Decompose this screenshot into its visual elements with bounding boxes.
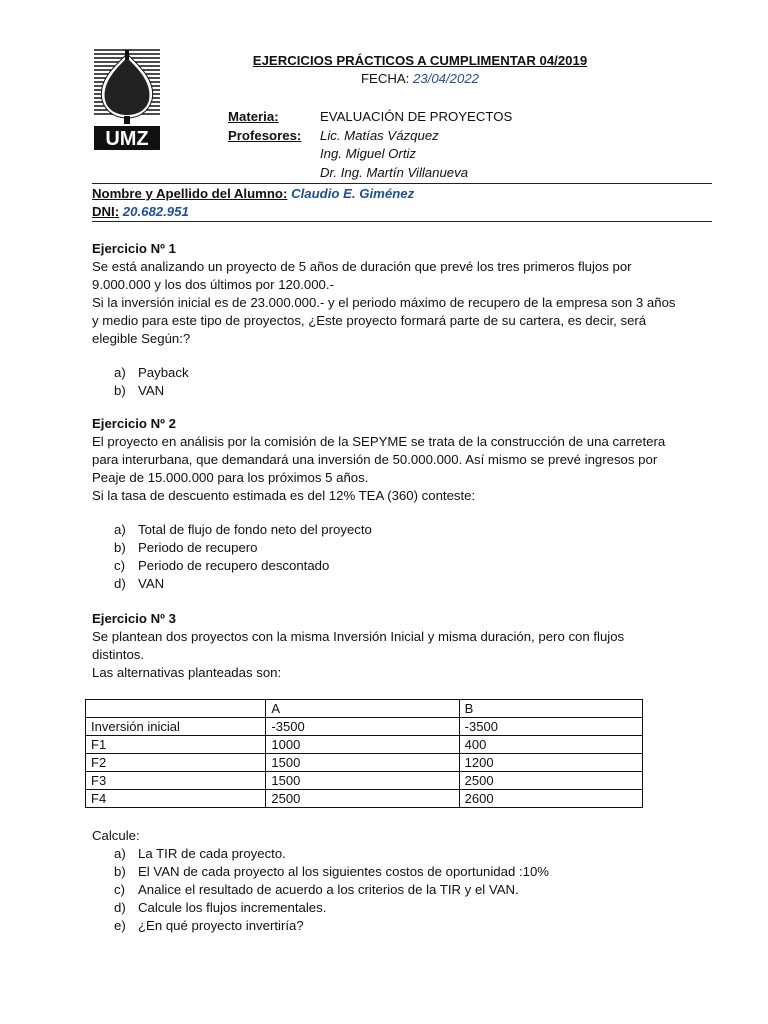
table-cell: F3: [86, 772, 266, 790]
profesor-3: Dr. Ing. Martín Villanueva: [320, 165, 469, 180]
exercise-1-line: y medio para este tipo de proyectos, ¿Este proyecto formará parte de su cartera, es decir, será: [92, 313, 647, 328]
exercise-1-title: Ejercicio Nº 1: [92, 241, 176, 256]
table-cell: 1500: [266, 754, 459, 772]
list-item: b) Periodo de recupero: [114, 540, 258, 555]
materia-label: Materia:: [228, 109, 279, 124]
profesor-1: Lic. Matías Vázquez: [320, 128, 439, 143]
student-name-value: Claudio E. Giménez: [291, 186, 415, 201]
table-cell: F4: [86, 790, 266, 808]
date-line: [180, 71, 660, 86]
projects-table: [85, 699, 643, 808]
list-item: d) Calcule los flujos incrementales.: [114, 900, 327, 915]
table-header-cell: B: [459, 700, 642, 718]
list-item: a) Total de flujo de fondo neto del proyecto: [114, 522, 372, 537]
university-logo: [92, 48, 162, 152]
list-item: b) El VAN de cada proyecto al los siguientes costos de oportunidad :10%: [114, 864, 550, 879]
table-row: [86, 790, 643, 808]
profesores-label: Profesores:: [228, 128, 302, 143]
exercise-2-line: Peaje de 15.000.000 para los próximos 5 años.: [92, 470, 369, 485]
table-cell: 2500: [266, 790, 459, 808]
materia-value: EVALUACIÓN DE PROYECTOS: [320, 109, 513, 124]
table-cell: F2: [86, 754, 266, 772]
table-cell: 1000: [266, 736, 459, 754]
calc-label: Calcule:: [92, 828, 140, 843]
date-value: 23/04/2022: [413, 71, 480, 86]
dni-value: 20.682.951: [122, 204, 189, 219]
table-row: [86, 718, 643, 736]
exercise-2-title: Ejercicio Nº 2: [92, 416, 176, 431]
exercise-3-line: Las alternativas planteadas son:: [92, 665, 282, 680]
exercise-2-list: [114, 521, 372, 593]
exercise-2-line: Si la tasa de descuento estimada es del 12% TEA (360) conteste:: [92, 488, 476, 503]
table-cell: 2500: [459, 772, 642, 790]
table-cell: 1200: [459, 754, 642, 772]
table-cell: F1: [86, 736, 266, 754]
exercise-3-list: [114, 845, 549, 935]
exercise-1-line: 9.000.000 y los dos últimos por 120.000.-: [92, 277, 334, 292]
list-item: a) La TIR de cada proyecto.: [114, 846, 286, 861]
table-cell: 400: [459, 736, 642, 754]
divider-bottom: [92, 221, 712, 222]
table-cell: -3500: [266, 718, 459, 736]
table-row: [86, 772, 643, 790]
list-item: b) VAN: [114, 383, 165, 398]
exercise-2-line: para interurbana, que demandará una inversión de 50.000.000. Así mismo se prevé ingresos por: [92, 452, 658, 467]
list-item: c) Analice el resultado de acuerdo a los criterios de la TIR y el VAN.: [114, 882, 519, 897]
table-cell: 1500: [266, 772, 459, 790]
exercise-3-line: distintos.: [92, 647, 145, 662]
student-name-label: Nombre y Apellido del Alumno: [92, 186, 283, 201]
table-header-cell: [86, 700, 266, 718]
table-header-cell: A: [266, 700, 459, 718]
student-dni-line: DNI: 20.682.951: [92, 204, 189, 219]
exercise-2: [92, 415, 722, 505]
exercise-1-line: elegible Según:?: [92, 331, 191, 346]
table-cell: -3500: [459, 718, 642, 736]
exercise-1-list: [114, 364, 189, 400]
list-item: e) ¿En qué proyecto invertiría?: [114, 918, 304, 933]
document-title: EJERCICIOS PRÁCTICOS A CUMPLIMENTAR 04/2019: [252, 53, 588, 68]
exercise-1-line: Si la inversión inicial es de 23.000.000.- y el periodo máximo de recupero de la empresa son 3 años: [92, 295, 676, 310]
exercise-1-line: Se está analizando un proyecto de 5 años de duración que prevé los tres primeros flujos por: [92, 259, 632, 274]
table-row: [86, 736, 643, 754]
exercise-3-line: Se plantean dos proyectos con la misma Inversión Inicial y misma duración, pero con flujos: [92, 629, 625, 644]
list-item: d) VAN: [114, 576, 165, 591]
date-label: FECHA:: [360, 71, 410, 86]
exercise-2-line: El proyecto en análisis por la comisión de la SEPYME se trata de la construcción de una carretera: [92, 434, 666, 449]
exercise-3-title: Ejercicio Nº 3: [92, 611, 176, 626]
logo-text: UMZ: [105, 128, 149, 150]
table-cell: Inversión inicial: [86, 718, 266, 736]
table-cell: 2600: [459, 790, 642, 808]
table-row: [86, 754, 643, 772]
list-item: a) Payback: [114, 365, 189, 380]
exercise-1: [92, 240, 722, 348]
list-item: c) Periodo de recupero descontado: [114, 558, 330, 573]
table-header-row: [86, 700, 643, 718]
exercise-3: [92, 610, 722, 682]
dni-label: DNI: [92, 204, 115, 219]
divider-top: [92, 183, 712, 184]
student-name-line: Nombre y Apellido del Alumno: Claudio E. Giménez: [92, 186, 415, 201]
profesor-2: Ing. Miguel Ortiz: [320, 146, 417, 161]
